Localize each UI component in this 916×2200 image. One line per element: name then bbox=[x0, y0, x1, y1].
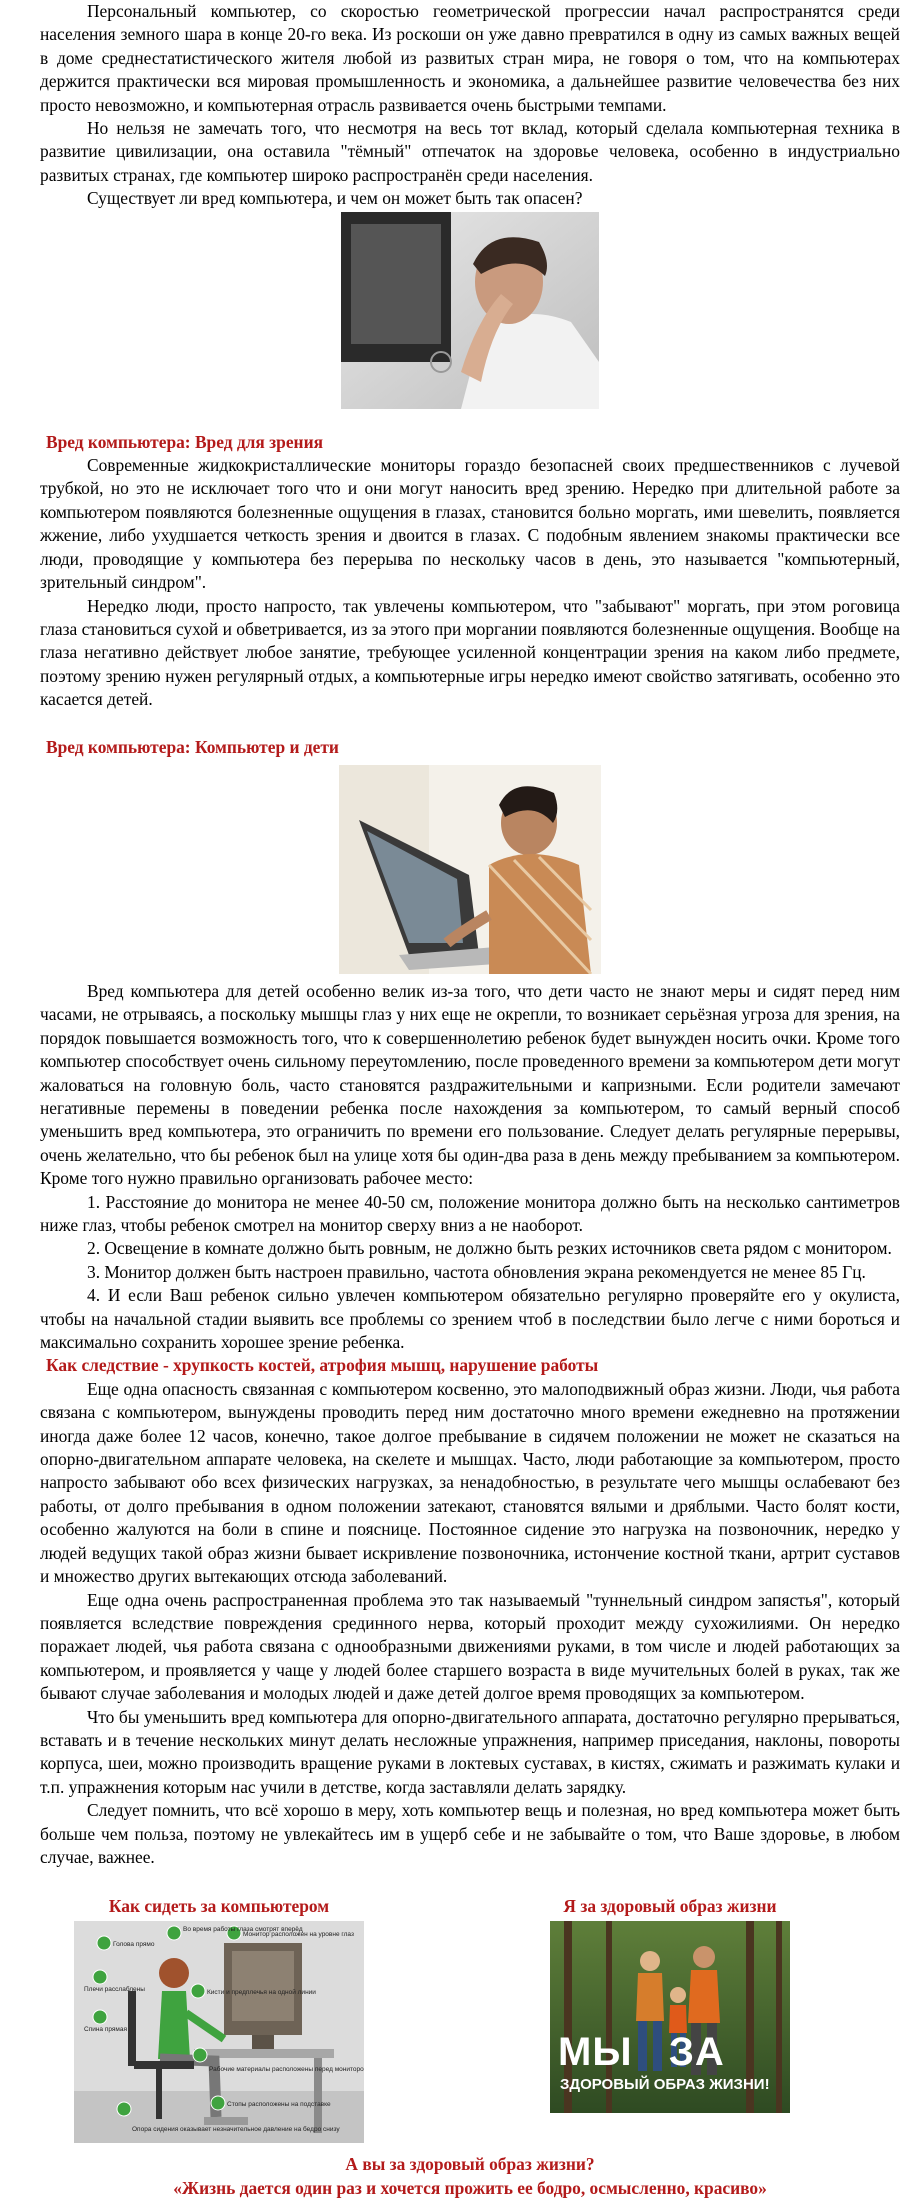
section-heading-vision: Вред компьютера: Вред для зрения bbox=[46, 431, 323, 452]
posture-label: Плечи расслаблены bbox=[84, 1985, 145, 1993]
article bbox=[40, 0, 900, 2200]
posture-caption: Как сидеть за компьютером bbox=[108, 1896, 330, 1917]
posture-label: Стопы расположены на подставке bbox=[227, 2100, 331, 2108]
bones-paragraph-4: Следует помнить, что всё хорошо в меру, хоть компьютер вещь и полезная, но вред компьютера может быть больше чем польза, поэтому не увлекайтесь им в ущерб себе и не забывайте о том, что Ваше здоровье, в любом случае, важнее. bbox=[40, 1800, 900, 1867]
posture-label: Рабочие материалы расположены перед монитором bbox=[209, 2065, 364, 2073]
intro-paragraph-2: Но нельзя не замечать того, что несмотря на весь тот вклад, который сделала компьютерная техника в развитие цивилизации, она оставила "тёмный" отпечаток на здоровье человека, особенно в индустриально развитых странах, где компьютер широко распространён среди населения. bbox=[40, 118, 900, 185]
tired-man-photo bbox=[341, 212, 599, 409]
posture-diagram bbox=[74, 1921, 364, 2143]
healthy-lifestyle-caption: Я за здоровый образ жизни bbox=[563, 1896, 777, 1917]
posture-label: Монитор расположен на уровне глаз bbox=[243, 1930, 354, 1938]
posture-label: Во время работы глаза смотрят вперёд bbox=[183, 1925, 303, 1933]
intro-question: Существует ли вред компьютера, и чем он может быть так опасен? bbox=[87, 188, 583, 209]
bones-paragraph-2: Еще одна очень распространенная проблема это так называемый "туннельный синдром запястья", который появляется вследствие повреждения срединного нерва, который проходит между сухожилиями. Он нередко поражает людей, чья работа связана с однообразными движениями руками, в том числе и людей работающих за компьютером, и проявляется у чаще у людей более старшего возраста в виде мучительных болей в руках, так же бывают случае заболевания и молодых людей и даже детей долгое время проводящих за компьютером. bbox=[40, 1589, 900, 1704]
bones-paragraph-1: Еще одна опасность связанная с компьютером косвенно, это малоподвижный образ жизни. Люди, чья работа связана с компьютером, вынуждены проводить перед ним достаточно много времени ежедневно на протяжении иногда даже более 12 часов, конечно, такое долгое пребывание в сидячем положении не может не сказаться на опорно-двигательном аппарате человека, на скелете и мышцах. Часто, люди работающие за компьютером, просто напросто забывают обо всех физических нагрузках, за ненадобностью, в результате чего мышцы ослабевают без работы, от долго пребывания в одном положении затекают, становятся вялыми и дряблыми. Часто болят кости, особенно жалуются на боли в спине и пояснице. Постоянное сидение это нагрузка на позвоночник, нередко у людей ведущих такой образ жизни бывает искривление позвоночника, истончение костной ткани, артрит суставов и множество других вытекающих отсюда заболеваний. bbox=[40, 1378, 900, 1587]
children-list-item: 1. Расстояние до монитора не менее 40-50 см, положение монитора должно быть на несколько сантиметров ниже глаз, чтобы ребенок смотрел на монитор сверху вниз а не наоборот. bbox=[40, 1191, 900, 1235]
children-paragraph-1: Вред компьютера для детей особенно велик из-за того, что дети часто не знают меры и сидят перед ним часами, не отрываясь, а поскольку мышцы глаз у них еще не окрепли, то возникает серьёзная угроза для зрения, на порядок повышается возможность того, что к совершеннолетию ребенок будет вынужден носить очки. Кроме того компьютер способствует очень сильному переутомлению, после проведенного времени за компьютером дети могут жаловаться на головную боль, часто становятся раздражительными и капризными. Если родители замечают негативные перемены в поведении ребенка после нахождения за компьютером, то самый верный способ уменьшить вред компьютера, это ограничить по времени его пользование. Следует делать регулярные перерывы, очень желательно, что бы ребенок был на улице хотя бы один-два раза в день между пребыванием за компьютером. Кроме того нужно правильно организовать рабочее место: bbox=[40, 980, 900, 1189]
healthy-lifestyle-poster bbox=[550, 1921, 790, 2113]
poster-small-text: ЗДОРОВЫЙ ОБРАЗ ЖИЗНИ! bbox=[560, 2075, 770, 2093]
vision-paragraph-1: Современные жидкокристаллические мониторы гораздо безопасней своих предшественников с лучевой трубкой, но это не исключает того что и они могут наносить вред зрению. Нередко при длительной работе за компьютером появляются болезненные ощущения в глазах, становится больно моргать, ими шевелить, появляется жжение, либо ухудшается четкость зрения и двоится в глазах. С подобным явлением знакомы практически все люди, проводящие у компьютера без перерыва по нескольку часов в день, это называется "компьютерный, зрительный синдром". bbox=[40, 455, 900, 593]
children-list-item: 3. Монитор должен быть настроен правильно, частота обновления экрана рекомендуется не менее 85 Гц. bbox=[87, 1261, 866, 1282]
posture-label: Спина прямая bbox=[84, 2025, 128, 2033]
bones-paragraph-3: Что бы уменьшить вред компьютера для опорно-двигательного аппарата, достаточно регулярно прерываться, вставать и в течение нескольких минут делать несложные упражнения, например приседания, наклоны, повороты корпуса, шеи, можно производить вращение руками в локтевых суставах, в кистях, сжимать и разжимать кулаки и т.п. упражнения которым нас учили в детстве, когда заставляли делать зарядку. bbox=[40, 1706, 900, 1797]
children-list-item: 2. Освещение в комнате должно быть ровным, не должно быть резких источников света рядом с монитором. bbox=[87, 1238, 892, 1259]
posture-label: Опора сидения оказывает незначительное давление на бедро снизу bbox=[132, 2125, 340, 2133]
footer-quote: «Жизнь дается один раз и хочется прожить ее бодро, осмысленно, красиво» bbox=[173, 2177, 767, 2198]
vision-paragraph-2: Нередко люди, просто напросто, так увлечены компьютером, что "забывают" моргать, при этом роговица глаза становиться сухой и обветривается, из за этого при моргании появляются болезненные ощущения. Вообще на глаза негативно действует любое занятие, требующее усиленной концентрации зрения на каком либо предмете, поэтому зрению нужен регулярный отдых, а компьютерные игры нередко имеют свойство затягивать, особенно это касается детей. bbox=[40, 595, 900, 710]
bottom-illustrations bbox=[40, 1895, 900, 2147]
section-heading-bones: Как следствие - хрупкость костей, атрофия мышц, нарушение работы bbox=[46, 1355, 599, 1376]
posture-label: Кисти и предплечья на одной линии bbox=[207, 1988, 316, 1996]
children-list-item: 4. И если Ваш ребенок сильно увлечен компьютером обязательно регулярно проверяйте его у окулиста, чтобы на начальной стадии выявить все проблемы со зрением чтоб в последствии было легче с ними бороться и максимально сохранить хорошее зрение ребенка. bbox=[40, 1285, 900, 1353]
posture-label: Голова прямо bbox=[113, 1940, 155, 1948]
intro-paragraph-1: Персональный компьютер, со скоростью геометрической прогрессии начал распространятся среди населения земного шара в конце 20-го века. Из роскоши он уже давно превратился в одну из самых важных вещей в доме среднестатистического жителя любой из развитых стран мира, не говоря о том, что на компьютерах держится практически вся мировая промышленность и экономика, а дальнейшее развитие человечества без них просто невозможно, и компьютерная отрасль развивается очень быстрыми темпами. bbox=[40, 1, 900, 115]
footer-question: А вы за здоровый образ жизни? bbox=[345, 2154, 595, 2175]
boy-laptop-photo bbox=[339, 765, 601, 974]
section-heading-children: Вред компьютера: Компьютер и дети bbox=[46, 736, 339, 757]
poster-big-text: МЫ ЗА bbox=[558, 2029, 725, 2074]
